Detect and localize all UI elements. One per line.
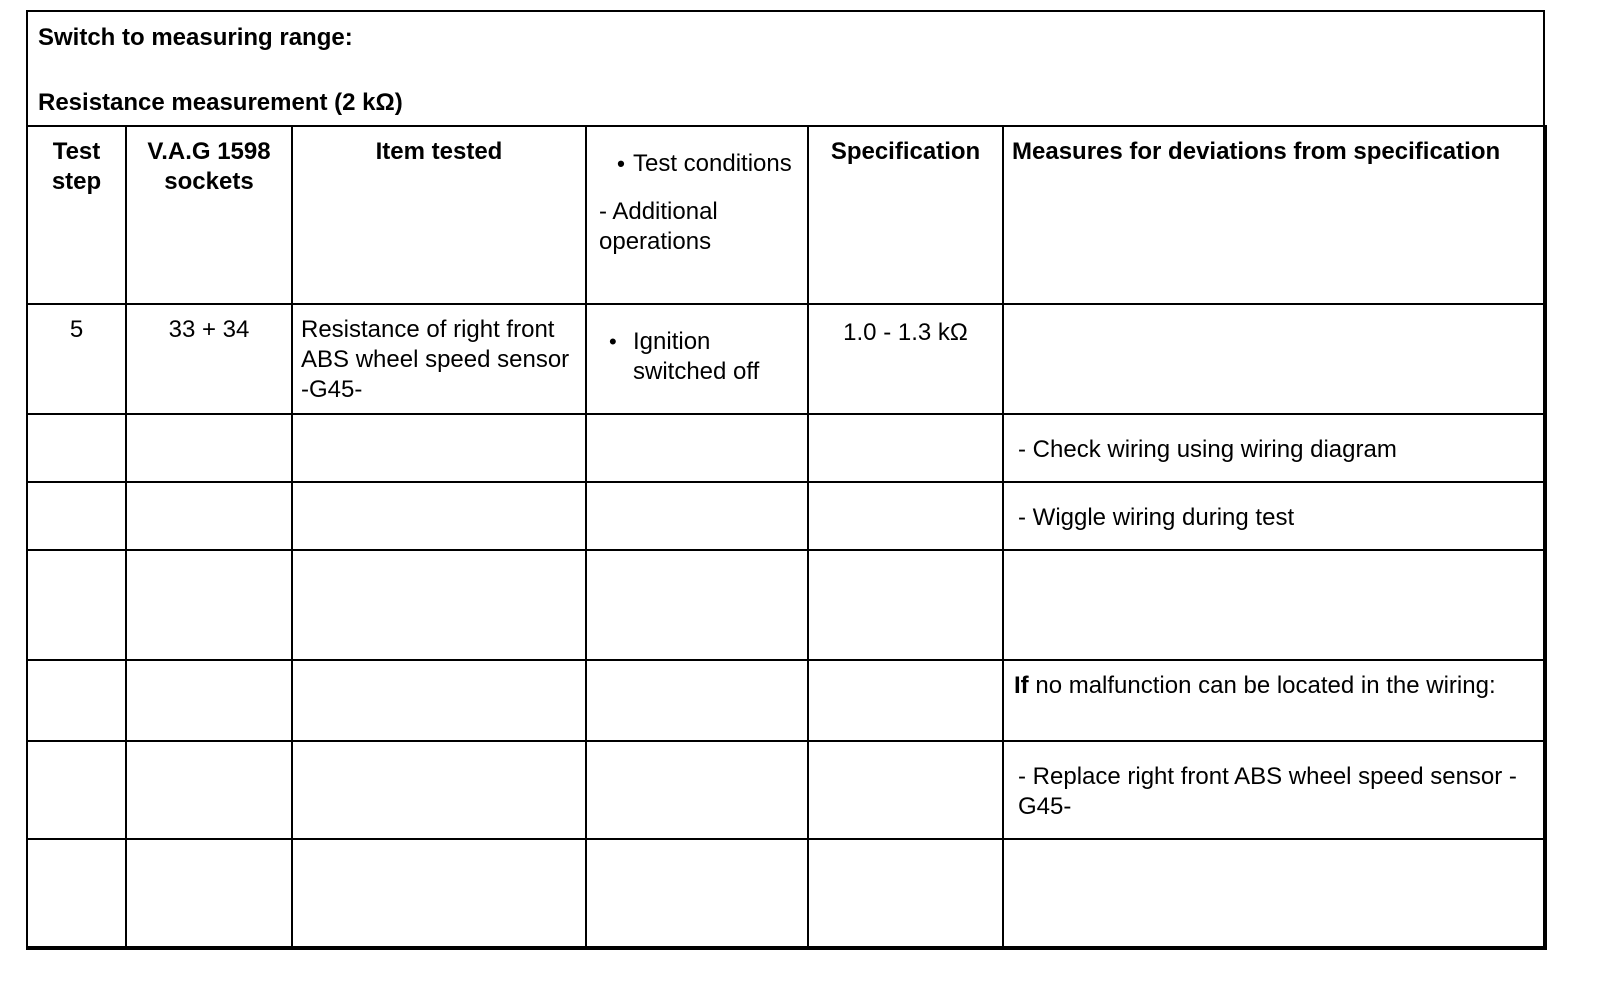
empty-cell	[292, 660, 586, 741]
replace-sensor-text: - Replace right front ABS wheel speed sensor -G45-	[1018, 763, 1517, 820]
table-row	[27, 414, 1546, 482]
cell-measures	[1003, 741, 1546, 839]
col-header-conditions	[586, 126, 808, 304]
no-malfunction-rest: no malfunction can be located in the wiring:	[1028, 672, 1496, 699]
sockets-value: 33 + 34	[168, 316, 250, 343]
empty-cell	[808, 550, 1003, 660]
test-table	[26, 125, 1547, 950]
procedure-sheet	[26, 10, 1545, 948]
empty-cell	[586, 741, 808, 839]
resistance-range-label: Resistance measurement (2 kΩ)	[38, 89, 403, 116]
empty-cell	[808, 482, 1003, 550]
additional-operations-label: - Additional operations	[599, 198, 718, 255]
empty-cell	[1003, 550, 1546, 660]
cell-specification	[808, 304, 1003, 414]
col-header-sockets	[126, 126, 292, 304]
cell-sockets	[126, 304, 292, 414]
empty-cell	[27, 660, 126, 741]
cell-measures	[1003, 660, 1546, 741]
col-header-item-tested	[292, 126, 586, 304]
empty-cell	[586, 839, 808, 949]
empty-cell	[808, 414, 1003, 482]
cell-measures	[1003, 304, 1546, 414]
col-header-measures-label: Measures for deviations from specification	[1012, 138, 1501, 165]
table-row	[27, 741, 1546, 839]
table-row	[27, 550, 1546, 660]
measuring-range-header	[28, 12, 1543, 127]
empty-cell	[1003, 839, 1546, 949]
empty-cell	[126, 741, 292, 839]
empty-cell	[27, 839, 126, 949]
table-row	[27, 482, 1546, 550]
empty-cell	[292, 414, 586, 482]
empty-cell	[126, 660, 292, 741]
cell-item-tested	[292, 304, 586, 414]
empty-cell	[27, 482, 126, 550]
col-header-test-step-label: Test step	[51, 138, 102, 195]
empty-cell	[126, 482, 292, 550]
col-header-test-step	[27, 126, 126, 304]
cell-test-step	[27, 304, 126, 414]
empty-cell	[292, 550, 586, 660]
empty-cell	[126, 550, 292, 660]
cell-condition	[586, 304, 808, 414]
col-header-measures	[1003, 126, 1546, 304]
table-header-row	[27, 126, 1546, 304]
bullet-icon: •	[617, 151, 625, 176]
no-malfunction-text	[1004, 661, 1545, 701]
empty-cell	[27, 550, 126, 660]
empty-cell	[27, 741, 126, 839]
conditions-label: Test conditions	[633, 150, 792, 177]
conditions-bullet-item	[587, 127, 807, 179]
wiggle-wiring-text: - Wiggle wiring during test	[1018, 504, 1295, 531]
empty-cell	[808, 660, 1003, 741]
empty-cell	[292, 839, 586, 949]
cell-measures	[1003, 482, 1546, 550]
empty-cell	[126, 414, 292, 482]
col-header-specification-label: Specification	[830, 138, 981, 165]
condition-bullet-item	[587, 305, 807, 387]
col-header-item-tested-label: Item tested	[375, 138, 503, 165]
empty-cell	[586, 660, 808, 741]
table-row	[27, 660, 1546, 741]
table-row	[27, 304, 1546, 414]
test-step-value: 5	[69, 316, 84, 343]
empty-cell	[27, 414, 126, 482]
measuring-range-title: Switch to measuring range:	[38, 24, 353, 51]
empty-cell	[126, 839, 292, 949]
check-wiring-text: - Check wiring using wiring diagram	[1018, 436, 1397, 463]
bullet-icon: •	[609, 329, 617, 354]
specification-value: 1.0 - 1.3 kΩ	[843, 319, 968, 346]
col-header-sockets-label: V.A.G 1598 sockets	[147, 138, 271, 195]
condition-value: Ignition switched off	[633, 328, 760, 385]
empty-cell	[292, 482, 586, 550]
empty-cell	[586, 414, 808, 482]
col-header-specification	[808, 126, 1003, 304]
empty-cell	[808, 741, 1003, 839]
cell-measures	[1003, 414, 1546, 482]
if-keyword: If	[1014, 672, 1029, 699]
item-tested-value: Resistance of right front ABS wheel speed sensor -G45-	[301, 316, 570, 403]
empty-cell	[586, 482, 808, 550]
empty-cell	[808, 839, 1003, 949]
table-row	[27, 839, 1546, 949]
empty-cell	[586, 550, 808, 660]
empty-cell	[292, 741, 586, 839]
